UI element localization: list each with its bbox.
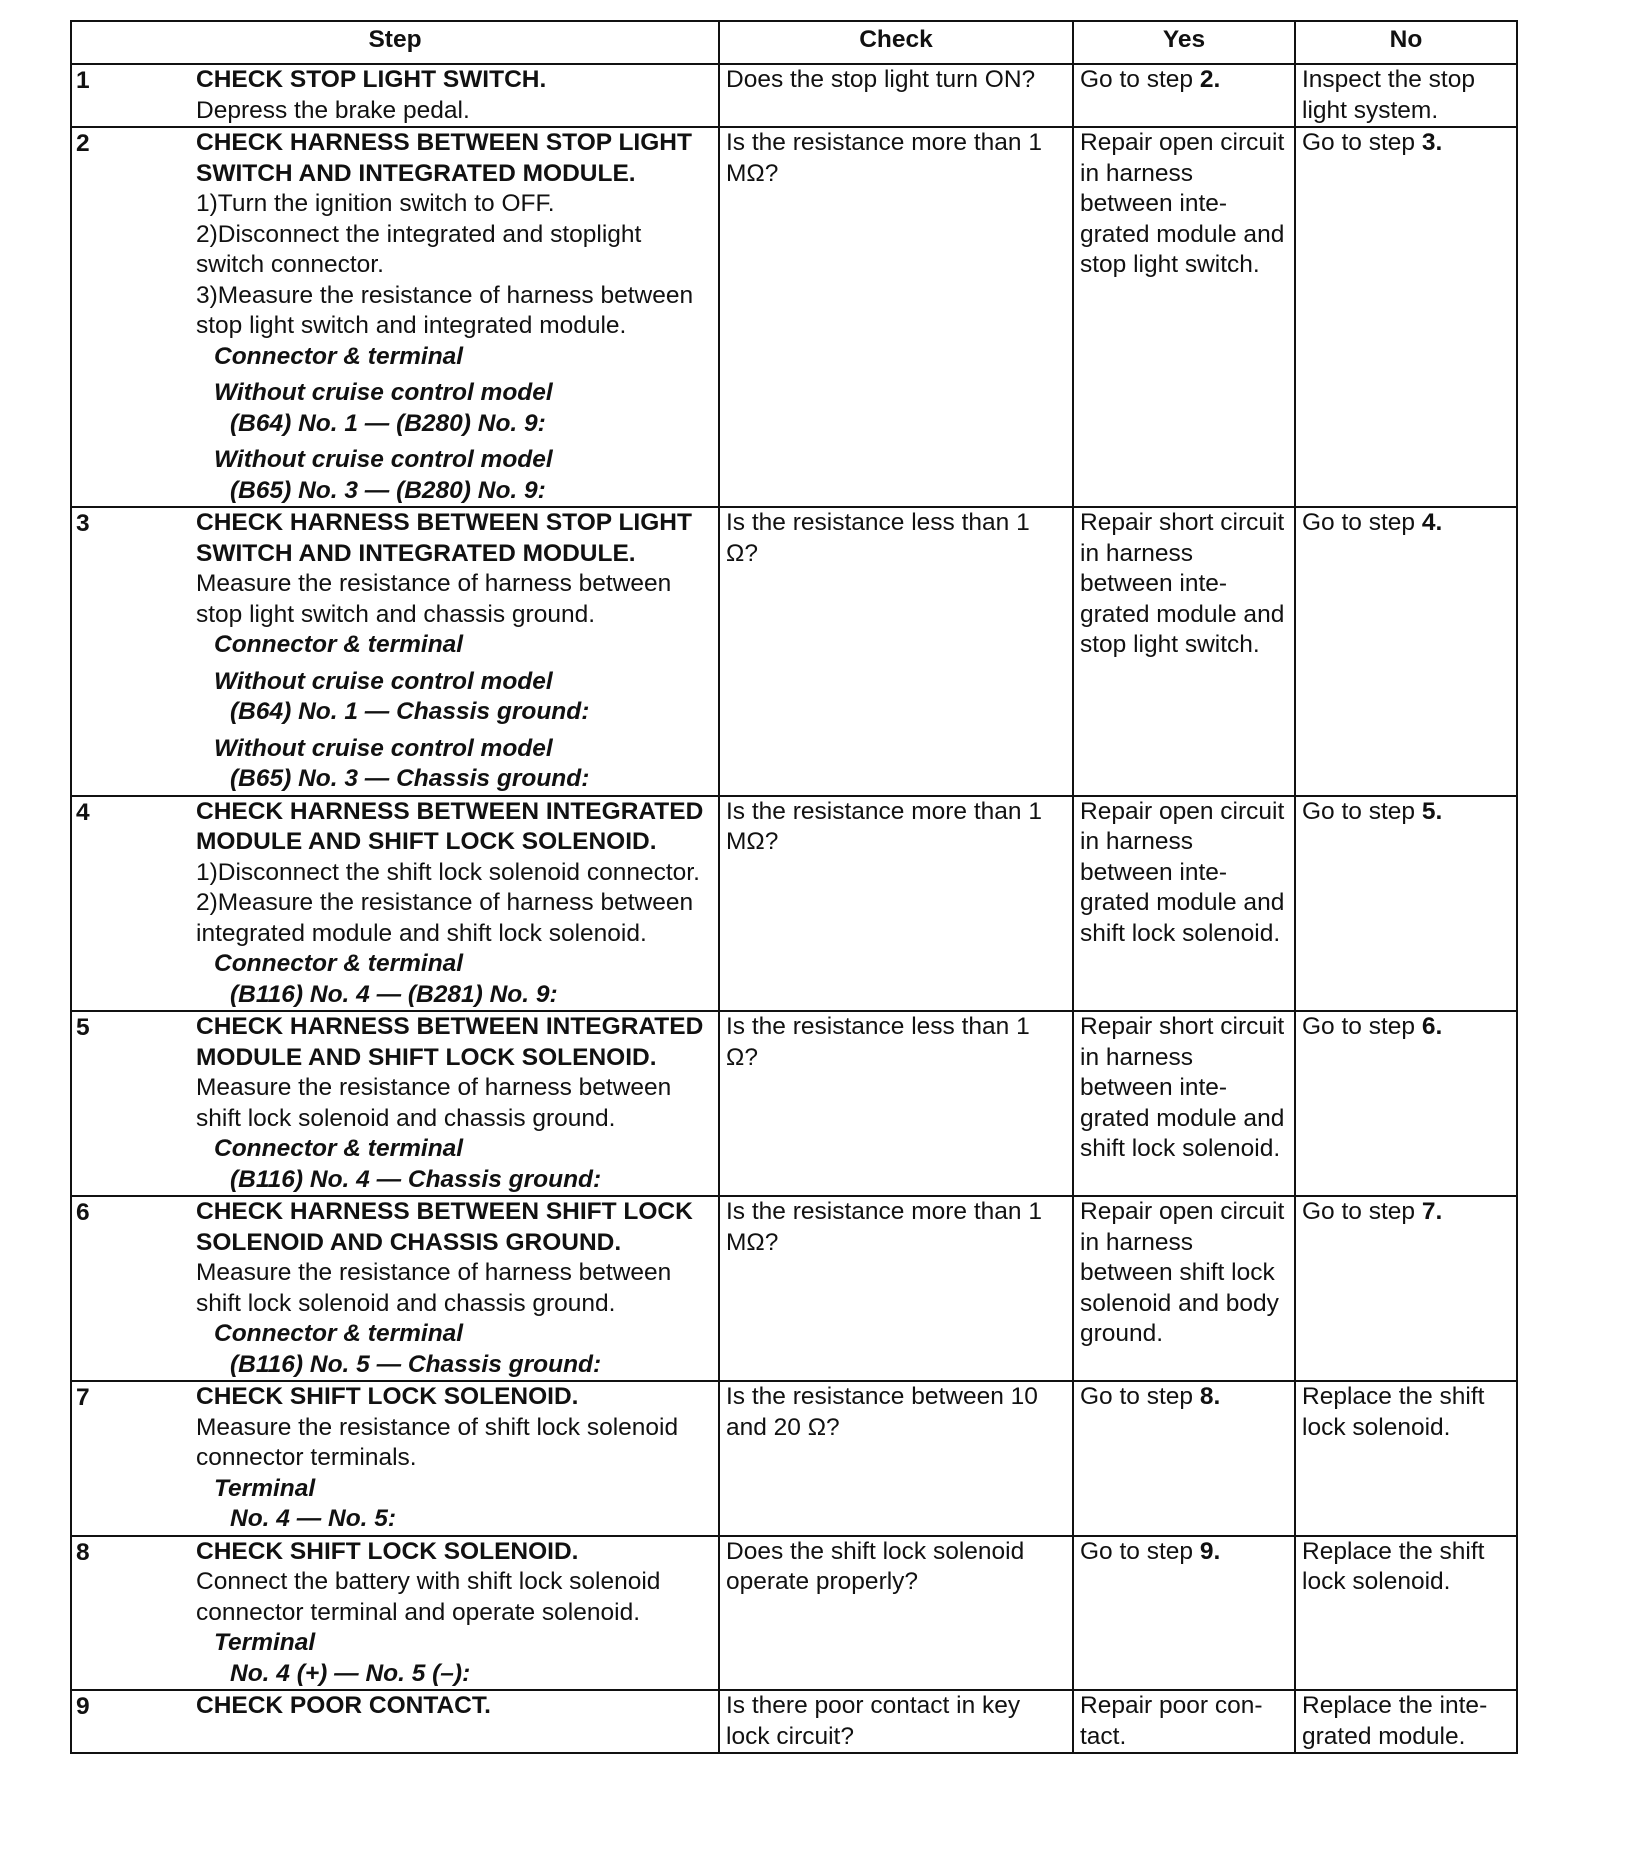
- no-text: Go to step: [1302, 129, 1422, 156]
- step-cell: [71, 796, 719, 1012]
- table-row: [71, 1011, 1517, 1196]
- step-number: 8: [76, 1538, 90, 1566]
- yes-cell: [1073, 1381, 1295, 1536]
- no-text: Go to step: [1302, 797, 1422, 825]
- step-instruction: Measure the resistance of harness between shift lock solenoid and chassis ground.: [196, 1074, 672, 1132]
- terminal-spec: No. 4 (+) — No. 5 (–):: [230, 1659, 471, 1687]
- step-title: CHECK SHIFT LOCK SOLENOID.: [196, 1383, 579, 1410]
- no-cell: [1295, 507, 1517, 796]
- step-title: CHECK HARNESS BETWEEN STOP LIGHT SWITCH AND INTEGRATED MODULE.: [196, 509, 692, 567]
- check-cell: Is there poor contact in key lock circuit?: [719, 1690, 1073, 1753]
- yes-cell: Repair poor con-tact.: [1073, 1690, 1295, 1753]
- yes-cell: Repair open circuit in harness between inte-grated module and stop light switch.: [1073, 127, 1295, 507]
- table-row: [71, 1196, 1517, 1381]
- model-label: Without cruise control model: [214, 379, 553, 406]
- yes-cell: [1073, 1536, 1295, 1691]
- table-row: [71, 1381, 1517, 1536]
- connector-heading: Connector & terminal: [214, 1135, 464, 1162]
- check-cell: Is the resistance less than 1 Ω?: [719, 1011, 1073, 1196]
- no-text: Go to step: [1302, 1013, 1422, 1040]
- step-number: 5: [76, 1014, 90, 1041]
- table-row: [71, 507, 1517, 796]
- step-instruction: 3)Measure the resistance of harness between stop light switch and integrated module.: [196, 281, 694, 339]
- step-number: 2: [76, 130, 90, 157]
- step-cell: [71, 507, 719, 796]
- step-number: 9: [76, 1693, 90, 1720]
- yes-cell: Repair open circuit in harness between inte-grated module and shift lock solenoid.: [1073, 796, 1295, 1012]
- check-cell: Does the stop light turn ON?: [719, 64, 1073, 127]
- no-cell: [1295, 796, 1517, 1012]
- terminal-spec: (B65) No. 3 — (B280) No. 9:: [230, 476, 546, 504]
- step-title: CHECK HARNESS BETWEEN INTEGRATED MODULE AND SHIFT LOCK SOLENOID.: [196, 797, 704, 855]
- step-title: CHECK POOR CONTACT.: [196, 1692, 491, 1719]
- yes-cell: [1073, 64, 1295, 127]
- check-cell: Is the resistance more than 1 MΩ?: [719, 127, 1073, 507]
- yes-cell: Repair short circuit in harness between inte-grated module and shift lock solenoid.: [1073, 1011, 1295, 1196]
- no-cell: Replace the inte-grated module.: [1295, 1690, 1517, 1753]
- terminal-spec: (B116) No. 5 — Chassis ground:: [230, 1350, 602, 1378]
- no-cell: [1295, 127, 1517, 507]
- step-instruction: 1)Turn the ignition switch to OFF.: [196, 190, 555, 217]
- terminal-spec: (B116) No. 4 — (B281) No. 9:: [230, 980, 558, 1008]
- model-label: Without cruise control model: [214, 667, 553, 695]
- check-cell: Is the resistance less than 1 Ω?: [719, 507, 1073, 796]
- step-cell: [71, 1536, 719, 1691]
- connector-heading: Connector & terminal: [214, 950, 464, 977]
- no-text: Go to step: [1302, 1198, 1422, 1225]
- step-instruction: Measure the resistance of harness between stop light switch and chassis ground.: [196, 570, 672, 628]
- step-instruction: 1)Disconnect the shift lock solenoid connector.: [196, 858, 700, 886]
- no-step-ref: 5.: [1421, 797, 1443, 825]
- table-row: [71, 1690, 1517, 1753]
- no-cell: [1295, 1196, 1517, 1381]
- table-row: [71, 1536, 1517, 1691]
- yes-text: Go to step: [1080, 66, 1200, 93]
- step-instruction: 2)Disconnect the integrated and stoplight switch connector.: [196, 220, 642, 278]
- yes-text: Go to step: [1080, 1383, 1200, 1410]
- terminal-heading: Terminal: [214, 1629, 316, 1656]
- check-cell: Is the resistance more than 1 MΩ?: [719, 796, 1073, 1012]
- no-step-ref: 3.: [1421, 129, 1443, 156]
- table-row: [71, 127, 1517, 507]
- step-number: 4: [76, 798, 90, 826]
- terminal-spec: (B65) No. 3 — Chassis ground:: [230, 765, 590, 792]
- header-yes: Yes: [1073, 21, 1295, 64]
- no-step-ref: 6.: [1421, 1013, 1443, 1040]
- diagnostic-table: [70, 20, 1518, 1754]
- step-title: CHECK STOP LIGHT SWITCH.: [196, 66, 547, 93]
- terminal-spec: (B116) No. 4 — Chassis ground:: [230, 1165, 602, 1193]
- step-number: 1: [76, 67, 90, 94]
- step-instruction: Measure the resistance of shift lock solenoid connector terminals.: [196, 1413, 679, 1471]
- header-check: Check: [719, 21, 1073, 64]
- step-cell: [71, 1196, 719, 1381]
- no-text: Go to step: [1302, 509, 1422, 536]
- step-cell: [71, 1011, 719, 1196]
- no-step-ref: 4.: [1421, 509, 1443, 536]
- check-cell: Is the resistance more than 1 MΩ?: [719, 1196, 1073, 1381]
- header-row: [71, 21, 1517, 64]
- step-instruction: Depress the brake pedal.: [196, 96, 470, 124]
- terminal-heading: Terminal: [214, 1474, 316, 1502]
- no-cell: Inspect the stop light system.: [1295, 64, 1517, 127]
- check-cell: Does the shift lock solenoid operate properly?: [719, 1536, 1073, 1691]
- step-number: 6: [76, 1199, 90, 1226]
- step-title: CHECK HARNESS BETWEEN SHIFT LOCK SOLENOID AND CHASSIS GROUND.: [196, 1198, 693, 1256]
- step-cell: [71, 64, 719, 127]
- step-instruction: 2)Measure the resistance of harness between integrated module and shift lock solenoid.: [196, 889, 694, 947]
- header-no: No: [1295, 21, 1517, 64]
- no-cell: Replace the shift lock solenoid.: [1295, 1536, 1517, 1691]
- no-step-ref: 7.: [1421, 1198, 1443, 1225]
- step-title: CHECK HARNESS BETWEEN STOP LIGHT SWITCH AND INTEGRATED MODULE.: [196, 129, 692, 187]
- model-label: Without cruise control model: [214, 734, 553, 762]
- terminal-spec: (B64) No. 1 — Chassis ground:: [230, 698, 590, 725]
- step-title: CHECK SHIFT LOCK SOLENOID.: [196, 1537, 579, 1565]
- yes-step-ref: 2.: [1199, 66, 1221, 93]
- no-cell: [1295, 1011, 1517, 1196]
- table-row: [71, 64, 1517, 127]
- yes-cell: Repair short circuit in harness between inte-grated module and stop light switch.: [1073, 507, 1295, 796]
- yes-step-ref: 8.: [1199, 1383, 1221, 1410]
- step-cell: [71, 1381, 719, 1536]
- yes-text: Go to step: [1080, 1537, 1200, 1565]
- no-cell: Replace the shift lock solenoid.: [1295, 1381, 1517, 1536]
- connector-heading: Connector & terminal: [214, 342, 464, 370]
- step-cell: [71, 1690, 719, 1753]
- step-instruction: Connect the battery with shift lock solenoid connector terminal and operate solenoid.: [196, 1568, 661, 1626]
- terminal-spec: No. 4 — No. 5:: [230, 1505, 397, 1532]
- yes-step-ref: 9.: [1199, 1537, 1221, 1565]
- connector-heading: Connector & terminal: [214, 1320, 464, 1347]
- header-step: Step: [71, 21, 719, 64]
- step-number: 7: [76, 1384, 90, 1411]
- step-title: CHECK HARNESS BETWEEN INTEGRATED MODULE AND SHIFT LOCK SOLENOID.: [196, 1013, 704, 1071]
- connector-heading: Connector & terminal: [214, 631, 464, 658]
- model-label: Without cruise control model: [214, 446, 553, 473]
- check-cell: Is the resistance between 10 and 20 Ω?: [719, 1381, 1073, 1536]
- step-cell: [71, 127, 719, 507]
- yes-cell: Repair open circuit in harness between shift lock solenoid and body ground.: [1073, 1196, 1295, 1381]
- terminal-spec: (B64) No. 1 — (B280) No. 9:: [230, 409, 546, 437]
- table-row: [71, 796, 1517, 1012]
- step-number: 3: [76, 510, 90, 537]
- step-instruction: Measure the resistance of harness between shift lock solenoid and chassis ground.: [196, 1259, 672, 1317]
